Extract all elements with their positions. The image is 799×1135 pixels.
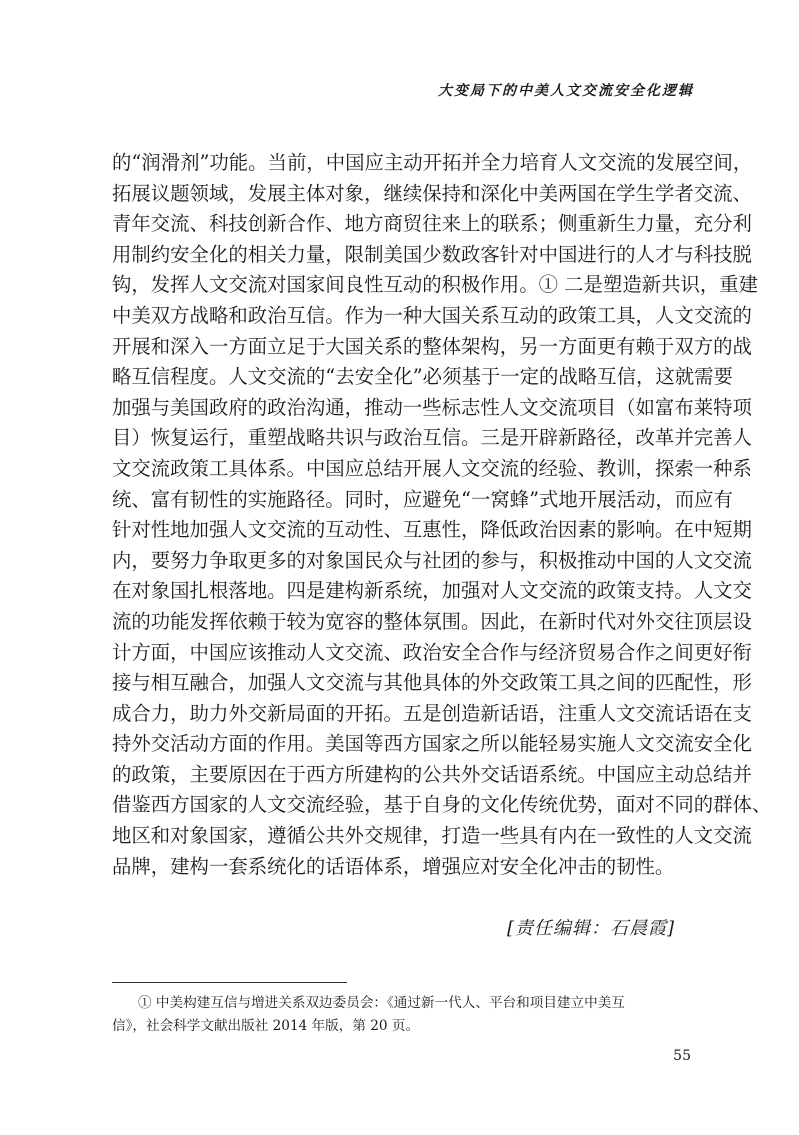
body-line: 地区和对象国家，遵循公共外交规律，打造一些具有内在一致性的人文交流 (112, 824, 752, 848)
body-line: 拓展议题领域，发展主体对象，继续保持和深化中美两国在学生学者交流、 (112, 181, 752, 205)
body-line: 流的功能发挥依赖于较为宽容的整体氛围。因此，在新时代对外交往顶层设 (112, 609, 752, 633)
body-line: 目）恢复运行，重塑战略共识与政治互信。三是开辟新路径，改革并完善人 (112, 426, 752, 450)
body-line: 统、富有韧性的实施路径。同时，应避免“一窝蜂”式地开展活动，而应有 (112, 487, 733, 511)
body-line: 用制约安全化的相关力量，限制美国少数政客针对中国进行的人才与科技脱 (112, 242, 752, 266)
page-number: 55 (673, 1048, 691, 1064)
body-line: 青年交流、科技创新合作、地方商贸往来上的联系；侧重新生力量，充分利 (112, 212, 752, 236)
body-line: 开展和深入一方面立足于大国关系的整体架构，另一方面更有赖于双方的战 (112, 334, 752, 358)
body-line: 的“润滑剂”功能。当前，中国应主动开拓并全力培育人文交流的发展空间， (112, 151, 753, 174)
body-line: 中美双方战略和政治互信。作为一种大国关系互动的政策工具，人文交流的 (112, 303, 752, 327)
body-line: 加强与美国政府的政治沟通，推动一些标志性人文交流项目（如富布莱特项 (112, 395, 752, 419)
footnote (112, 992, 690, 1038)
body-line: 文交流政策工具体系。中国应总结开展人文交流的经验、教训，探索一种系 (112, 456, 752, 480)
body-line: 略互信程度。人文交流的“去安全化”必须基于一定的战略互信，这就需要 (112, 365, 733, 389)
body-line: 的政策，主要原因在于西方所建构的公共外交话语系统。中国应主动总结并 (112, 762, 752, 786)
footnote-divider (112, 982, 347, 983)
body-line: 钩，发挥人文交流对国家间良性互动的积极作用。① 二是塑造新共识，重建 (112, 273, 759, 297)
responsible-editor-note: [责任编辑：石晨霞] (506, 918, 675, 939)
body-line: 品牌，建构一套系统化的话语体系，增强应对安全化冲击的韧性。 (112, 854, 675, 878)
running-header: 大变局下的中美人文交流安全化逻辑 (438, 83, 694, 99)
body-line: 计方面，中国应该推动人文交流、政治安全合作与经济贸易合作之间更好衔 (112, 640, 752, 664)
body-line: 成合力，助力外交新局面的开拓。五是创造新话语，注重人文交流话语在支 (112, 701, 752, 725)
body-paragraph (112, 148, 772, 882)
body-line: 在对象国扎根落地。四是建构新系统，加强对人文交流的政策支持。人文交 (112, 579, 752, 603)
body-line: 针对性地加强人文交流的互动性、互惠性，降低政治因素的影响。在中短期 (112, 518, 752, 542)
footnote-line: ① 中美构建互信与增进关系双边委员会：《通过新一代人、平台和项目建立中美互 (138, 995, 625, 1011)
body-line: 接与相互融合，加强人文交流与其他具体的外交政策工具之间的匹配性，形 (112, 671, 752, 695)
footnote-line: 信》，社会科学文献出版社 2014 年版，第 20 页。 (112, 1018, 420, 1034)
body-line: 持外交活动方面的作用。美国等西方国家之所以能轻易实施人文交流安全化 (112, 732, 752, 756)
body-line: 借鉴西方国家的人文交流经验，基于自身的文化传统优势，面对不同的群体、 (112, 793, 772, 817)
body-line: 内，要努力争取更多的对象国民众与社团的参与，积极推动中国的人文交流 (112, 548, 752, 572)
